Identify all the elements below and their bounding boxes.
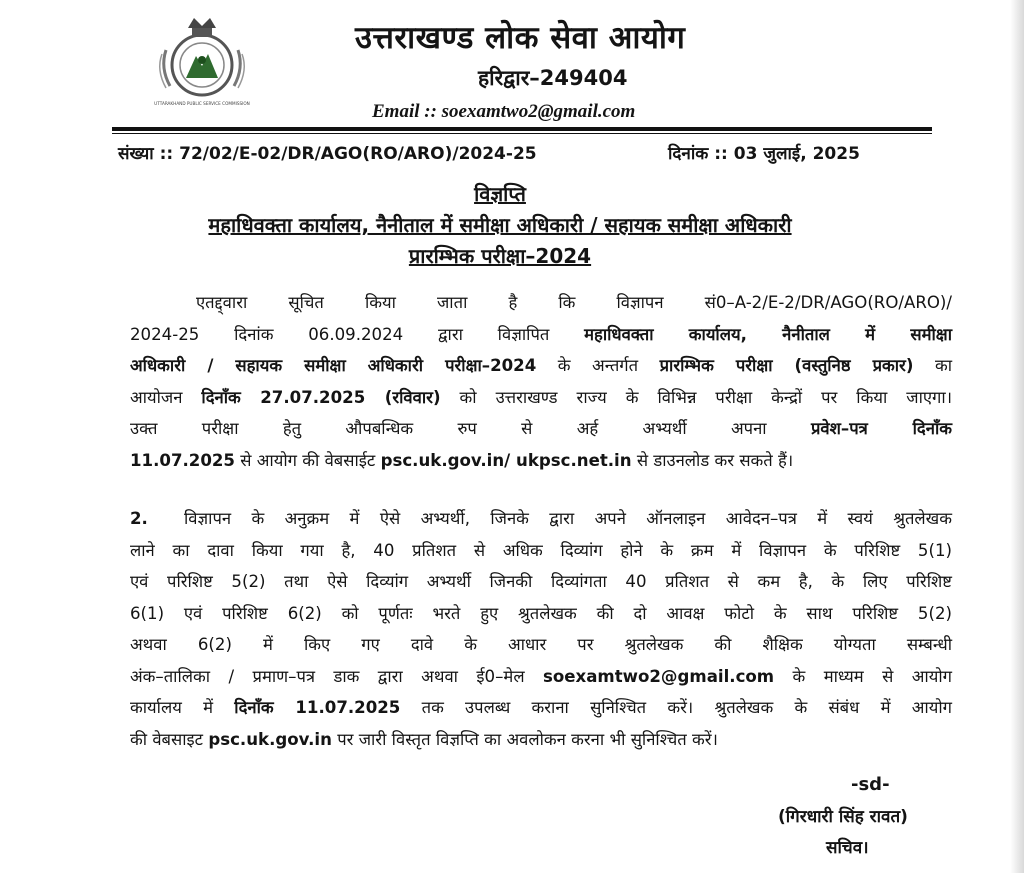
paragraph-2-line-3: एवं परिशिष्ट 5(2) तथा ऐसे दिव्यांग अभ्यर्थी जिनकी दिव्यांगता 40 प्रतिशत से कम है, के लिए परिशिष्ट <box>130 572 952 591</box>
paragraph-2 <box>130 503 952 755</box>
paragraph-1-line-1: एतद्द्वारा सूचित किया जाता है कि विज्ञापन सं0–A-2/E-2/DR/AGO(RO/ARO)/ <box>196 293 952 312</box>
organization-email: Email :: soexamtwo2@gmail.com <box>372 101 636 122</box>
paragraph-2-line-1: 2. विज्ञापन के अनुक्रम में ऐसे अभ्यर्थी, जिनके द्वारा अपने ऑनलाइन आवेदन–पत्र में स्वयं श्रुतलेखक <box>130 503 952 535</box>
reference-number: संख्या :: 72/02/E-02/DR/AGO(RO/ARO)/2024-25 <box>118 144 537 164</box>
paragraph-1-line-3: अधिकारी / सहायक समीक्षा अधिकारी परीक्षा–2024 के अन्तर्गत प्रारम्भिक परीक्षा (वस्तुनिष्ठ प्रकार) का <box>130 356 952 375</box>
svg-text:UTTARAKHAND PUBLIC SERVICE COM: UTTARAKHAND PUBLIC SERVICE COMMISSION <box>154 101 250 106</box>
paragraph-1-line-4: आयोजन दिनाँक 27.07.2025 (रविवार) को उत्तराखण्ड राज्य के विभिन्न परीक्षा केन्द्रों पर किया जाएगा। <box>130 387 952 407</box>
organization-name: उत्तराखण्ड लोक सेवा आयोग <box>355 20 686 56</box>
notice-subject: महाधिवक्ता कार्यालय, नैनीताल में समीक्षा अधिकारी / सहायक समीक्षा अधिकारी <box>208 213 792 237</box>
notice-exam: प्रारम्भिक परीक्षा–2024 <box>408 244 592 268</box>
paragraph-1-line-5: उक्त परीक्षा हेतु औपबन्धिक रुप से अर्ह अभ्यर्थी अपना प्रवेश–पत्र दिनाँक <box>130 419 952 438</box>
paragraph-2-line-4: 6(1) एवं परिशिष्ट 6(2) को पूर्णतः भरते हुए श्रुतलेखक की दो आवक्ष फोटो के साथ परिशिष्ट 5(2) <box>130 603 952 623</box>
paragraph-2-line-5: अथवा 6(2) में किए गए दावे के आधार पर श्रुतलेखक की शैक्षिक योग्यता सम्बन्धी <box>130 635 952 654</box>
organization-city: हरिद्वार–249404 <box>478 66 628 90</box>
paragraph-2-line-6: अंक–तालिका / प्रमाण–पत्र डाक द्वारा अथवा ई0–मेल soexamtwo2@gmail.com के माध्यम से आयोग <box>130 666 952 686</box>
paragraph-2-number: 2. <box>130 509 148 528</box>
signatory-designation: सचिव। <box>826 838 869 858</box>
paragraph-1-line-6: 11.07.2025 से आयोग की वेबसाईट psc.uk.gov.in/ ukpsc.net.in से डाउनलोड कर सकते हैं। <box>130 450 794 470</box>
header-divider-thick <box>112 127 932 131</box>
notice-title: विज्ञप्ति <box>474 182 526 206</box>
paragraph-1 <box>130 287 952 476</box>
header-divider-thin <box>112 133 932 134</box>
paragraph-2-line-8: की वेबसाइट psc.uk.gov.in पर जारी विस्तृत विज्ञप्ति का अवलोकन करना भी सुनिश्चित करें। <box>130 729 718 749</box>
paragraph-2-line-7: कार्यालय में दिनाँक 11.07.2025 तक उपलब्ध कराना सुनिश्चित करें। श्रुतलेखक के संबंध में आयोग <box>130 698 953 717</box>
paragraph-1-line-2: 2024-25 दिनांक 06.09.2024 द्वारा विज्ञापित महाधिवक्ता कार्यालय, नैनीताल में समीक्षा <box>130 324 952 344</box>
signature-sd: -sd- <box>851 774 890 795</box>
paragraph-2-line-2: लाने का दावा किया गया है, 40 प्रतिशत से अधिक दिव्यांग होने के क्रम में विज्ञापन के परिशिष्ट 5(1) <box>130 540 952 560</box>
commission-emblem-icon <box>152 10 252 108</box>
signatory-name: (गिरधारी सिंह रावत) <box>778 807 908 827</box>
page-edge-shadow <box>1010 0 1024 873</box>
reference-date: दिनांक :: 03 जुलाई, 2025 <box>668 144 860 164</box>
